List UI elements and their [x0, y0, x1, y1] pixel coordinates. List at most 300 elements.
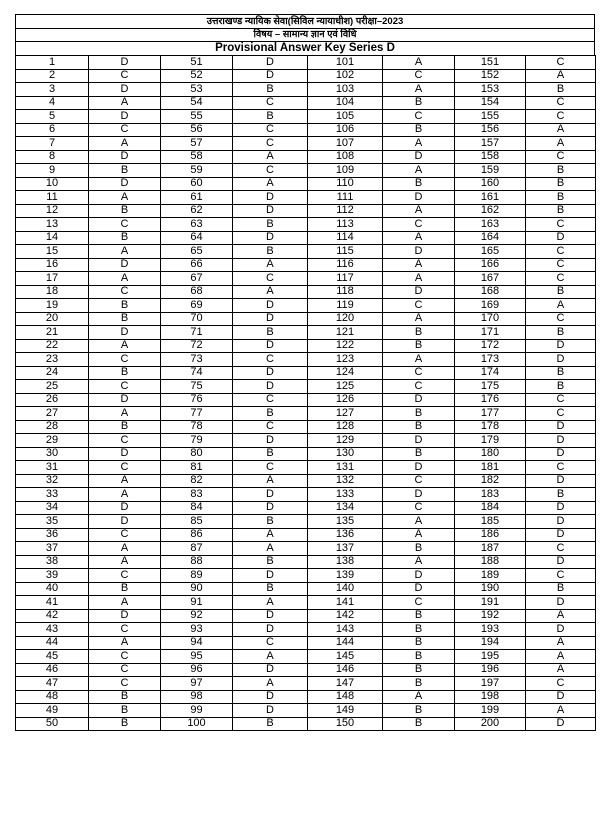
- question-number: 136: [308, 528, 383, 542]
- question-number: 12: [16, 204, 89, 218]
- answer-cell: C: [383, 474, 455, 488]
- table-row: [16, 569, 596, 583]
- table-row: [16, 326, 596, 340]
- question-number: 135: [308, 515, 383, 529]
- answer-cell: D: [89, 609, 161, 623]
- question-number: 181: [455, 461, 526, 475]
- answer-cell: A: [526, 299, 596, 313]
- question-number: 109: [308, 164, 383, 178]
- answer-cell: A: [89, 555, 161, 569]
- question-number: 199: [455, 704, 526, 718]
- question-number: 54: [161, 96, 233, 110]
- question-number: 8: [16, 150, 89, 164]
- answer-cell: D: [233, 299, 308, 313]
- answer-cell: D: [526, 353, 596, 367]
- answer-cell: C: [526, 245, 596, 259]
- answer-cell: C: [233, 137, 308, 151]
- answer-cell: A: [233, 177, 308, 191]
- question-number: 151: [455, 56, 526, 70]
- question-number: 143: [308, 623, 383, 637]
- answer-cell: C: [89, 69, 161, 83]
- answer-cell: A: [89, 596, 161, 610]
- answer-cell: D: [526, 434, 596, 448]
- question-number: 94: [161, 636, 233, 650]
- table-row: [16, 177, 596, 191]
- question-number: 155: [455, 110, 526, 124]
- question-number: 125: [308, 380, 383, 394]
- answer-cell: B: [383, 704, 455, 718]
- answer-key-sheet: [15, 14, 595, 731]
- answer-cell: B: [89, 312, 161, 326]
- answer-cell: C: [233, 636, 308, 650]
- answer-cell: C: [526, 569, 596, 583]
- question-number: 160: [455, 177, 526, 191]
- answer-cell: D: [526, 474, 596, 488]
- answer-cell: B: [233, 407, 308, 421]
- answer-cell: D: [526, 528, 596, 542]
- answer-cell: C: [526, 542, 596, 556]
- question-number: 86: [161, 528, 233, 542]
- table-row: [16, 461, 596, 475]
- answer-cell: D: [89, 447, 161, 461]
- question-number: 162: [455, 204, 526, 218]
- answer-cell: B: [383, 407, 455, 421]
- question-number: 102: [308, 69, 383, 83]
- answer-cell: B: [233, 717, 308, 731]
- answer-cell: C: [233, 461, 308, 475]
- question-number: 189: [455, 569, 526, 583]
- question-number: 139: [308, 569, 383, 583]
- question-number: 81: [161, 461, 233, 475]
- question-number: 170: [455, 312, 526, 326]
- question-number: 110: [308, 177, 383, 191]
- question-number: 65: [161, 245, 233, 259]
- answer-cell: A: [233, 285, 308, 299]
- question-number: 144: [308, 636, 383, 650]
- table-row: [16, 96, 596, 110]
- answer-cell: D: [526, 231, 596, 245]
- question-number: 124: [308, 366, 383, 380]
- question-number: 114: [308, 231, 383, 245]
- answer-cell: B: [526, 83, 596, 97]
- answer-cell: B: [89, 204, 161, 218]
- question-number: 78: [161, 420, 233, 434]
- question-number: 42: [16, 609, 89, 623]
- question-number: 113: [308, 218, 383, 232]
- answer-cell: D: [233, 623, 308, 637]
- question-number: 35: [16, 515, 89, 529]
- answer-cell: B: [89, 420, 161, 434]
- question-number: 129: [308, 434, 383, 448]
- question-number: 171: [455, 326, 526, 340]
- question-number: 153: [455, 83, 526, 97]
- table-row: [16, 83, 596, 97]
- answer-cell: A: [233, 650, 308, 664]
- answer-cell: A: [233, 528, 308, 542]
- table-row: [16, 393, 596, 407]
- question-number: 186: [455, 528, 526, 542]
- question-number: 66: [161, 258, 233, 272]
- answer-cell: C: [89, 434, 161, 448]
- question-number: 106: [308, 123, 383, 137]
- answer-cell: D: [383, 461, 455, 475]
- answer-cell: D: [383, 191, 455, 205]
- answer-cell: D: [233, 663, 308, 677]
- table-row: [16, 191, 596, 205]
- answer-cell: C: [526, 110, 596, 124]
- answer-cell: C: [383, 366, 455, 380]
- question-number: 24: [16, 366, 89, 380]
- question-number: 88: [161, 555, 233, 569]
- answer-cell: B: [233, 218, 308, 232]
- question-number: 87: [161, 542, 233, 556]
- answer-cell: D: [383, 393, 455, 407]
- table-row: [16, 164, 596, 178]
- question-number: 46: [16, 663, 89, 677]
- answer-cell: D: [526, 623, 596, 637]
- answer-cell: D: [233, 434, 308, 448]
- question-number: 108: [308, 150, 383, 164]
- table-row: [16, 704, 596, 718]
- answer-cell: A: [89, 474, 161, 488]
- question-number: 14: [16, 231, 89, 245]
- question-number: 168: [455, 285, 526, 299]
- answer-cell: D: [89, 515, 161, 529]
- table-row: [16, 474, 596, 488]
- question-number: 64: [161, 231, 233, 245]
- answer-cell: C: [233, 420, 308, 434]
- answer-cell: A: [233, 258, 308, 272]
- question-number: 165: [455, 245, 526, 259]
- question-number: 159: [455, 164, 526, 178]
- table-row: [16, 339, 596, 353]
- question-number: 192: [455, 609, 526, 623]
- table-row: [16, 690, 596, 704]
- question-number: 112: [308, 204, 383, 218]
- answer-key-title: Provisional Answer Key Series D: [15, 41, 595, 55]
- answer-cell: A: [89, 137, 161, 151]
- answer-cell: B: [89, 717, 161, 731]
- table-row: [16, 542, 596, 556]
- answer-cell: B: [233, 515, 308, 529]
- question-number: 137: [308, 542, 383, 556]
- question-number: 120: [308, 312, 383, 326]
- answer-cell: B: [383, 326, 455, 340]
- answer-cell: D: [89, 393, 161, 407]
- table-row: [16, 636, 596, 650]
- question-number: 57: [161, 137, 233, 151]
- question-number: 28: [16, 420, 89, 434]
- answer-cell: C: [89, 285, 161, 299]
- question-number: 121: [308, 326, 383, 340]
- answer-cell: D: [233, 204, 308, 218]
- answer-cell: D: [526, 690, 596, 704]
- question-number: 179: [455, 434, 526, 448]
- question-number: 62: [161, 204, 233, 218]
- question-number: 116: [308, 258, 383, 272]
- answer-cell: D: [383, 488, 455, 502]
- answer-cell: D: [89, 110, 161, 124]
- answer-cell: B: [233, 582, 308, 596]
- table-row: [16, 717, 596, 731]
- question-number: 196: [455, 663, 526, 677]
- answer-cell: B: [89, 299, 161, 313]
- table-row: [16, 353, 596, 367]
- question-number: 93: [161, 623, 233, 637]
- question-number: 50: [16, 717, 89, 731]
- answer-cell: A: [526, 650, 596, 664]
- answer-cell: B: [233, 447, 308, 461]
- question-number: 51: [161, 56, 233, 70]
- answer-cell: D: [526, 596, 596, 610]
- answer-cell: C: [89, 461, 161, 475]
- answer-cell: C: [89, 528, 161, 542]
- question-number: 67: [161, 272, 233, 286]
- question-number: 40: [16, 582, 89, 596]
- answer-cell: D: [233, 191, 308, 205]
- question-number: 193: [455, 623, 526, 637]
- answer-cell: D: [526, 339, 596, 353]
- answer-cell: B: [89, 231, 161, 245]
- question-number: 18: [16, 285, 89, 299]
- question-number: 25: [16, 380, 89, 394]
- answer-cell: A: [526, 123, 596, 137]
- answer-cell: A: [383, 515, 455, 529]
- table-row: [16, 407, 596, 421]
- question-number: 101: [308, 56, 383, 70]
- answer-cell: A: [383, 272, 455, 286]
- answer-cell: B: [383, 623, 455, 637]
- answer-cell: A: [526, 663, 596, 677]
- question-number: 29: [16, 434, 89, 448]
- answer-cell: A: [383, 353, 455, 367]
- answer-cell: C: [89, 650, 161, 664]
- question-number: 49: [16, 704, 89, 718]
- question-number: 32: [16, 474, 89, 488]
- question-number: 173: [455, 353, 526, 367]
- question-number: 5: [16, 110, 89, 124]
- question-number: 76: [161, 393, 233, 407]
- question-number: 80: [161, 447, 233, 461]
- question-number: 21: [16, 326, 89, 340]
- answer-cell: A: [233, 150, 308, 164]
- answer-cell: D: [383, 582, 455, 596]
- answer-cell: B: [383, 447, 455, 461]
- table-row: [16, 555, 596, 569]
- answer-cell: B: [526, 326, 596, 340]
- table-row: [16, 515, 596, 529]
- question-number: 103: [308, 83, 383, 97]
- question-number: 44: [16, 636, 89, 650]
- table-row: [16, 609, 596, 623]
- answer-cell: D: [233, 704, 308, 718]
- question-number: 58: [161, 150, 233, 164]
- answer-cell: A: [89, 339, 161, 353]
- question-number: 96: [161, 663, 233, 677]
- answer-cell: C: [89, 353, 161, 367]
- question-number: 169: [455, 299, 526, 313]
- answer-cell: D: [383, 285, 455, 299]
- question-number: 161: [455, 191, 526, 205]
- answer-cell: A: [89, 542, 161, 556]
- answer-cell: B: [526, 366, 596, 380]
- answer-cell: C: [233, 96, 308, 110]
- question-number: 41: [16, 596, 89, 610]
- table-row: [16, 123, 596, 137]
- answer-cell: D: [233, 69, 308, 83]
- answer-cell: B: [526, 177, 596, 191]
- table-row: [16, 258, 596, 272]
- answer-cell: D: [526, 501, 596, 515]
- table-row: [16, 69, 596, 83]
- question-number: 119: [308, 299, 383, 313]
- exam-title: उत्तराखण्ड न्यायिक सेवा(सिविल न्यायाधीश) परीक्षा–2023: [15, 14, 595, 28]
- question-number: 47: [16, 677, 89, 691]
- answer-cell: D: [233, 366, 308, 380]
- table-row: [16, 299, 596, 313]
- question-number: 188: [455, 555, 526, 569]
- question-number: 195: [455, 650, 526, 664]
- table-row: [16, 137, 596, 151]
- answer-cell: D: [233, 488, 308, 502]
- question-number: 97: [161, 677, 233, 691]
- answer-cell: B: [383, 123, 455, 137]
- answer-cell: A: [526, 636, 596, 650]
- answer-cell: C: [89, 218, 161, 232]
- question-number: 10: [16, 177, 89, 191]
- answer-cell: B: [89, 690, 161, 704]
- answer-cell: D: [383, 245, 455, 259]
- answer-cell: B: [383, 96, 455, 110]
- question-number: 130: [308, 447, 383, 461]
- answer-cell: D: [233, 231, 308, 245]
- question-number: 128: [308, 420, 383, 434]
- answer-cell: D: [233, 339, 308, 353]
- question-number: 4: [16, 96, 89, 110]
- question-number: 1: [16, 56, 89, 70]
- question-number: 182: [455, 474, 526, 488]
- table-row: [16, 650, 596, 664]
- question-number: 141: [308, 596, 383, 610]
- question-number: 70: [161, 312, 233, 326]
- answer-cell: B: [383, 650, 455, 664]
- answer-cell: B: [89, 366, 161, 380]
- question-number: 183: [455, 488, 526, 502]
- answer-cell: C: [383, 69, 455, 83]
- answer-cell: A: [526, 609, 596, 623]
- question-number: 178: [455, 420, 526, 434]
- question-number: 142: [308, 609, 383, 623]
- answer-cell: A: [89, 636, 161, 650]
- question-number: 100: [161, 717, 233, 731]
- question-number: 118: [308, 285, 383, 299]
- question-number: 15: [16, 245, 89, 259]
- question-number: 133: [308, 488, 383, 502]
- question-number: 167: [455, 272, 526, 286]
- answer-cell: C: [383, 380, 455, 394]
- answer-cell: A: [526, 137, 596, 151]
- answer-cell: A: [233, 542, 308, 556]
- question-number: 6: [16, 123, 89, 137]
- answer-cell: C: [526, 218, 596, 232]
- answer-cell: B: [233, 326, 308, 340]
- answer-cell: C: [233, 164, 308, 178]
- table-row: [16, 501, 596, 515]
- table-row: [16, 623, 596, 637]
- answer-cell: C: [233, 272, 308, 286]
- question-number: 3: [16, 83, 89, 97]
- answer-cell: A: [383, 231, 455, 245]
- answer-cell: B: [383, 339, 455, 353]
- answer-cell: B: [383, 636, 455, 650]
- question-number: 91: [161, 596, 233, 610]
- answer-key-table: [15, 55, 596, 731]
- answer-cell: C: [526, 393, 596, 407]
- answer-cell: B: [383, 542, 455, 556]
- question-number: 185: [455, 515, 526, 529]
- answer-cell: C: [526, 96, 596, 110]
- question-number: 19: [16, 299, 89, 313]
- question-number: 166: [455, 258, 526, 272]
- question-number: 37: [16, 542, 89, 556]
- table-row: [16, 285, 596, 299]
- question-number: 148: [308, 690, 383, 704]
- question-number: 146: [308, 663, 383, 677]
- answer-cell: D: [89, 150, 161, 164]
- answer-cell: C: [383, 110, 455, 124]
- answer-cell: B: [526, 285, 596, 299]
- question-number: 27: [16, 407, 89, 421]
- question-number: 23: [16, 353, 89, 367]
- question-number: 149: [308, 704, 383, 718]
- answer-cell: B: [233, 110, 308, 124]
- question-number: 145: [308, 650, 383, 664]
- table-row: [16, 582, 596, 596]
- table-row: [16, 488, 596, 502]
- answer-cell: B: [233, 245, 308, 259]
- answer-cell: A: [383, 555, 455, 569]
- question-number: 71: [161, 326, 233, 340]
- question-number: 176: [455, 393, 526, 407]
- question-number: 104: [308, 96, 383, 110]
- question-number: 132: [308, 474, 383, 488]
- question-number: 33: [16, 488, 89, 502]
- answer-cell: A: [383, 312, 455, 326]
- question-number: 197: [455, 677, 526, 691]
- answer-cell: B: [89, 582, 161, 596]
- answer-cell: C: [526, 677, 596, 691]
- question-number: 134: [308, 501, 383, 515]
- table-row: [16, 596, 596, 610]
- answer-cell: D: [526, 420, 596, 434]
- answer-cell: C: [383, 596, 455, 610]
- answer-cell: D: [526, 515, 596, 529]
- answer-cell: C: [233, 353, 308, 367]
- answer-cell: C: [526, 461, 596, 475]
- table-row: [16, 272, 596, 286]
- question-number: 53: [161, 83, 233, 97]
- table-row: [16, 218, 596, 232]
- question-number: 138: [308, 555, 383, 569]
- table-row: [16, 312, 596, 326]
- question-number: 52: [161, 69, 233, 83]
- question-number: 147: [308, 677, 383, 691]
- question-number: 157: [455, 137, 526, 151]
- answer-cell: C: [89, 569, 161, 583]
- question-number: 156: [455, 123, 526, 137]
- answer-cell: D: [89, 83, 161, 97]
- answer-cell: D: [89, 501, 161, 515]
